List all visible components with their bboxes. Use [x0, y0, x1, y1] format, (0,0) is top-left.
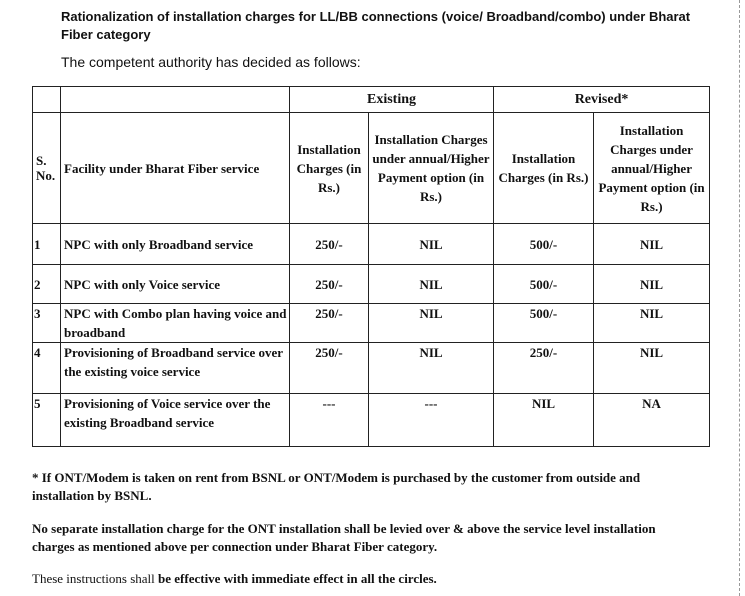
cell-existing-charges: 250/-: [290, 224, 369, 265]
cell-revised-charges: 500/-: [494, 265, 594, 304]
footnote-rent: * If ONT/Modem is taken on rent from BSNL or ONT/Modem is purchased by the customer from outside and installation by BSNL.: [32, 470, 641, 503]
cell-revised-charges: 500/-: [494, 304, 594, 343]
charges-table: [32, 86, 710, 447]
cell-revised-annual: NIL: [594, 343, 710, 394]
column-header-row: [33, 113, 710, 224]
cell-existing-annual: NIL: [369, 224, 494, 265]
cell-revised-annual: NIL: [594, 304, 710, 343]
cell-revised-charges: 250/-: [494, 343, 594, 394]
column-header-facility: Facility under Bharat Fiber service: [61, 113, 290, 224]
table-row: [33, 224, 710, 265]
cell-facility: NPC with only Broadband service: [61, 224, 290, 265]
header-blank-sno: [33, 87, 61, 113]
table-row: [33, 343, 710, 394]
column-header-sno: S. No.: [33, 113, 61, 224]
cell-revised-charges: 500/-: [494, 224, 594, 265]
group-header-row: [33, 87, 710, 113]
cell-sno: 5: [33, 394, 61, 447]
header-blank-facility: [61, 87, 290, 113]
cell-existing-annual: NIL: [369, 265, 494, 304]
column-header-existing-charges: Installation Charges (in Rs.): [290, 113, 369, 224]
cell-facility: NPC with Combo plan having voice and broadband: [61, 304, 290, 343]
cell-existing-annual: ---: [369, 394, 494, 447]
cell-revised-annual: NIL: [594, 224, 710, 265]
table-row: [33, 394, 710, 447]
cell-revised-annual: NIL: [594, 265, 710, 304]
cell-existing-charges: ---: [290, 394, 369, 447]
cell-existing-charges: 250/-: [290, 265, 369, 304]
cell-sno: 2: [33, 265, 61, 304]
cell-existing-annual: NIL: [369, 304, 494, 343]
note-ont-installation: No separate installation charge for the ONT installation shall be levied over & above the service level installation charges as mentioned above per connection under Bharat Fiber category.: [32, 521, 656, 554]
group-header-existing: Existing: [290, 87, 494, 113]
column-header-existing-annual: Installation Charges under annual/Higher Payment option (in Rs.): [369, 113, 494, 224]
cell-sno: 4: [33, 343, 61, 394]
cell-existing-charges: 250/-: [290, 304, 369, 343]
page-edge-rule: [739, 0, 740, 596]
note-effective-bold: be effective with immediate effect in all the circles.: [158, 571, 437, 586]
cell-revised-charges: NIL: [494, 394, 594, 447]
intro-text: The competent authority has decided as follows:: [61, 54, 361, 70]
column-header-revised-charges: Installation Charges (in Rs.): [494, 113, 594, 224]
document-heading: Rationalization of installation charges for LL/BB connections (voice/ Broadband/combo) under Bharat Fiber category: [61, 9, 691, 42]
cell-sno: 3: [33, 304, 61, 343]
cell-existing-annual: NIL: [369, 343, 494, 394]
cell-facility: Provisioning of Broadband service over the existing voice service: [61, 343, 290, 394]
note-effective-plain: These instructions shall: [32, 571, 159, 586]
column-header-revised-annual: Installation Charges under annual/Higher Payment option (in Rs.): [594, 113, 710, 224]
cell-sno: 1: [33, 224, 61, 265]
table-row: [33, 304, 710, 343]
cell-facility: NPC with only Voice service: [61, 265, 290, 304]
cell-existing-charges: 250/-: [290, 343, 369, 394]
table-row: [33, 265, 710, 304]
cell-revised-annual: NA: [594, 394, 710, 447]
cell-facility: Provisioning of Voice service over the existing Broadband service: [61, 394, 290, 447]
group-header-revised: Revised*: [494, 87, 710, 113]
note-effective: [32, 570, 692, 588]
